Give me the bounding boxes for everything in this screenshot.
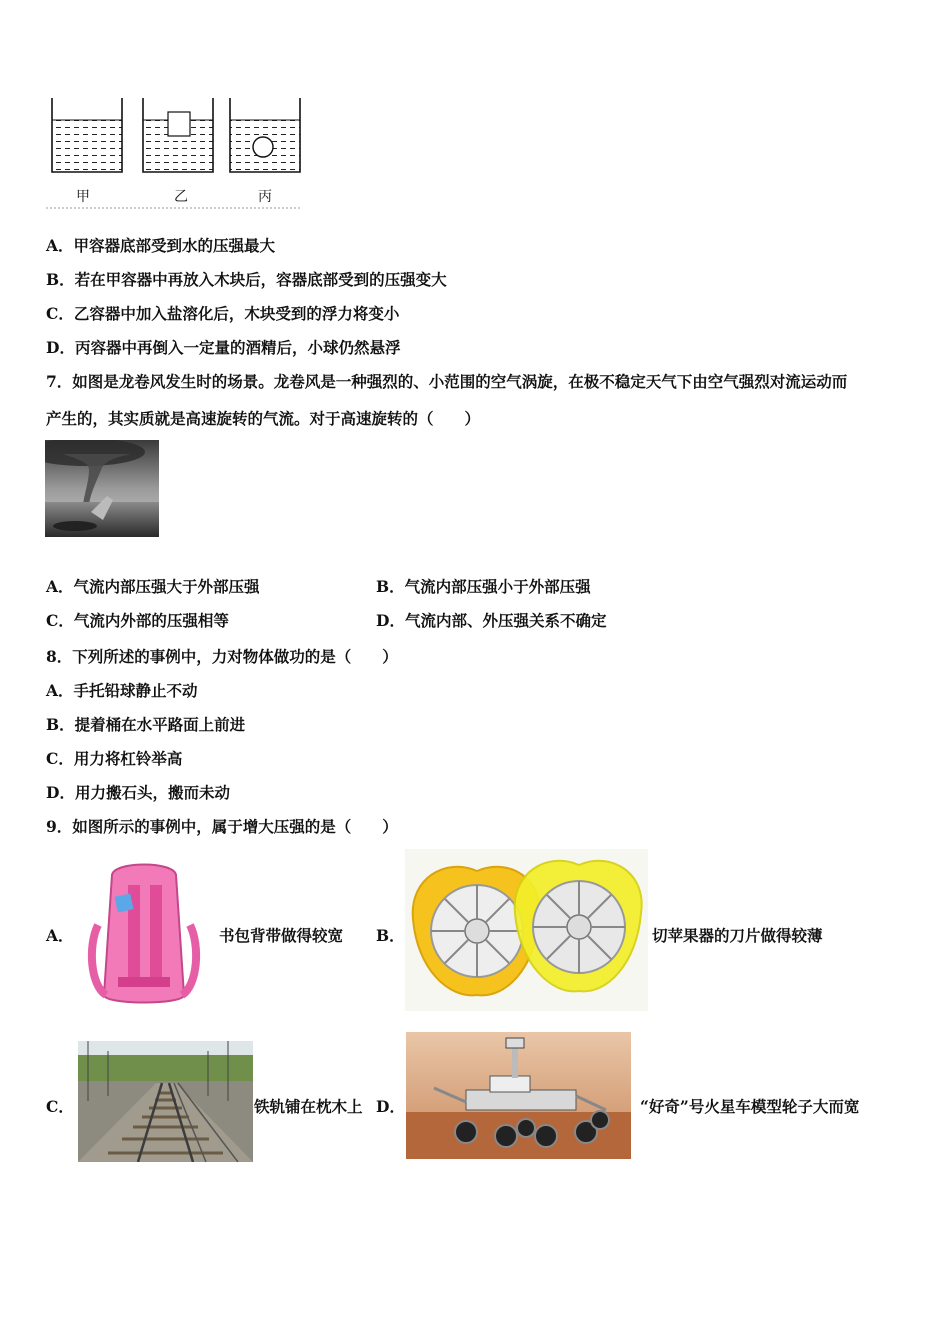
backpack-image (78, 855, 210, 1013)
q6-option-c: C．乙容器中加入盐溶化后，木块受到的浮力将变小 (46, 304, 400, 323)
containers-figure (46, 96, 306, 212)
q7-stem-line2: 产生的，其实质就是高速旋转的气流。对于高速旋转的（ ） (46, 409, 481, 428)
q9-option-a-letter: A． (46, 926, 74, 945)
q9-option-c-text: 铁轨铺在枕木上 (254, 1097, 363, 1116)
q6-option-d: D．丙容器中再倒入一定量的酒精后，小球仍然悬浮 (46, 338, 401, 357)
q7-option-a: A．气流内部压强大于外部压强 (46, 577, 260, 596)
mars-rover-image (406, 1032, 631, 1159)
label-bing: 丙 (258, 189, 272, 205)
railway-image (78, 1041, 253, 1162)
q9-option-d-text: “好奇”号火星车模型轮子大而宽 (640, 1097, 860, 1116)
q8-option-d: D．用力搬石头，搬而未动 (46, 783, 230, 802)
label-yi: 乙 (174, 189, 188, 205)
q6-option-a: A．甲容器底部受到水的压强最大 (46, 236, 276, 255)
q7-option-c: C．气流内外部的压强相等 (46, 611, 229, 630)
q9-option-b-text: 切苹果器的刀片做得较薄 (652, 926, 823, 945)
q9-stem: 9．如图所示的事例中，属于增大压强的是（ ） (46, 817, 398, 836)
q9-option-d-letter: D． (376, 1097, 405, 1116)
q8-option-a: A．手托铅球静止不动 (46, 681, 198, 700)
container-yi (143, 98, 213, 172)
q8-option-c: C．用力将杠铃举高 (46, 749, 183, 768)
q9-option-c-letter: C． (46, 1097, 74, 1116)
container-bing (230, 98, 300, 172)
container-jia (52, 98, 122, 172)
q8-option-b: B．提着桶在水平路面上前进 (46, 715, 246, 734)
q9-option-b-letter: B． (376, 926, 405, 945)
tornado-image (45, 440, 159, 537)
label-jia: 甲 (76, 189, 90, 205)
ball (253, 137, 273, 157)
q7-option-b: B．气流内部压强小于外部压强 (376, 577, 591, 596)
apple-slicer-image (405, 849, 648, 1011)
q8-stem: 8．下列所述的事例中，力对物体做功的是（ ） (46, 647, 398, 666)
wood-block (168, 112, 190, 136)
q9-option-a-text: 书包背带做得较宽 (219, 926, 344, 945)
q7-stem-line1: 7．如图是龙卷风发生时的场景。龙卷风是一种强烈的、小范围的空气涡旋，在极不稳定天气下由空气强烈对流运动而 (46, 372, 848, 391)
q6-option-b: B．若在甲容器中再放入木块后，容器底部受到的压强变大 (46, 270, 447, 289)
q7-option-d: D．气流内部、外压强关系不确定 (376, 611, 607, 630)
